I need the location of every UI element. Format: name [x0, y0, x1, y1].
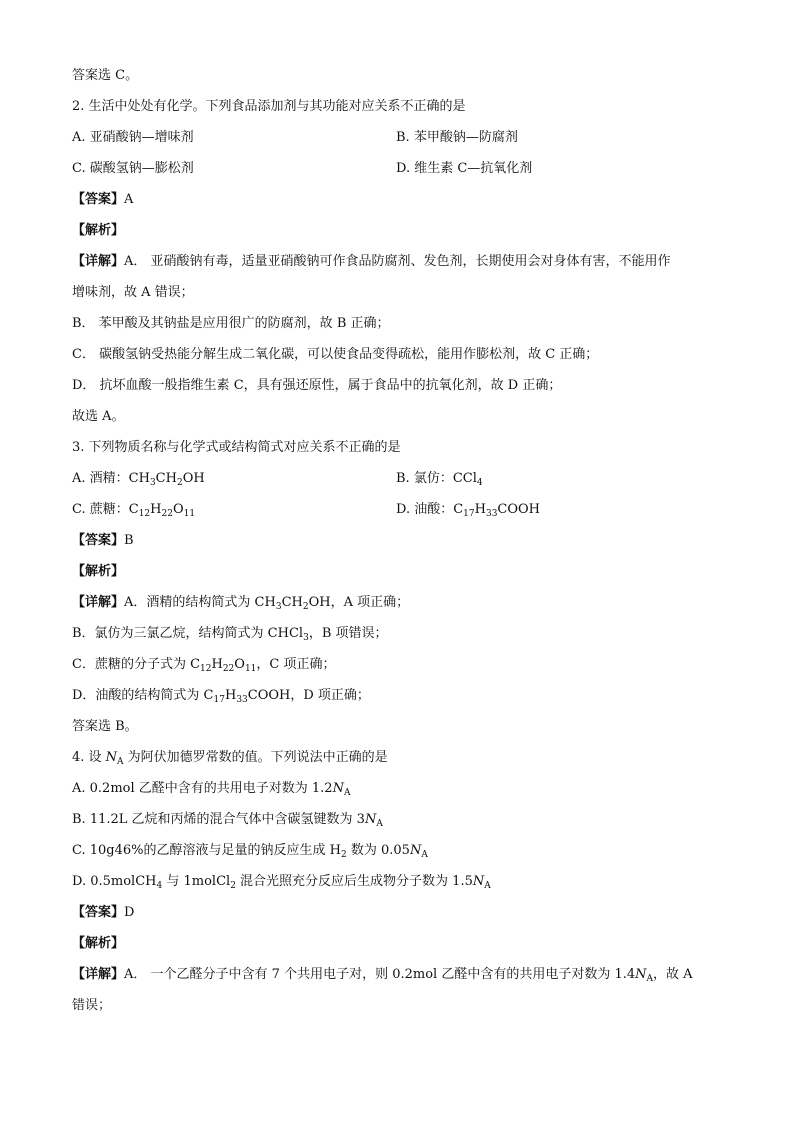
text-line: C． 碳酸氢钠受热能分解生成二氧化碳，可以使食品变得疏松，能用作膨松剂，故 C 正确； — [72, 347, 599, 362]
section-line — [72, 928, 732, 959]
option-right: B. 苯甲酸钠—防腐剂 — [396, 130, 518, 145]
section-tag: 【详解】 — [72, 595, 125, 610]
text-line: C. 10g46%的乙醇溶液与足量的钠反应生成 $H_2$ 数为 $0.05N_A$ — [72, 843, 428, 860]
section-tag: 【解析】 — [72, 936, 125, 951]
section-tag: 【答案】 — [72, 192, 125, 207]
text-line: C．蔗糖的分子式为 $C_{12}H_{22}O_{11}$，C 项正确； — [72, 657, 336, 674]
text-line: D． 抗坏血酸一般指维生素 C，具有强还原性，属于食品中的抗氧化剂，故 D 正确； — [72, 378, 562, 393]
text-line: D．油酸的结构简式为 $C_{17}H_{33}COOH$，D 项正确； — [72, 688, 370, 705]
text-line: 故选 A。 — [72, 409, 125, 424]
section-content: B — [124, 533, 134, 548]
option-row — [72, 122, 732, 153]
text-line: 4. 设 $N_A$ 为阿伏加德罗常数的值。下列说法中正确的是 — [72, 750, 388, 767]
text-line: 答案选 B。 — [72, 719, 138, 734]
section-content: A． 一个乙醛分子中含有 7 个共用电子对，则 0.2mol 乙醛中含有的共用电子对数为 $1.4N_A$，故 A — [124, 967, 693, 984]
section-tag: 【解析】 — [72, 223, 125, 238]
section-line — [72, 587, 732, 618]
section-line — [72, 215, 732, 246]
section-tag: 【详解】 — [72, 254, 125, 269]
document-page — [72, 60, 732, 1021]
section-line — [72, 556, 732, 587]
text-line: B． 苯甲酸及其钠盐是应用很广的防腐剂，故 B 正确； — [72, 316, 390, 331]
option-row — [72, 494, 732, 525]
text-line: 答案选 C。 — [72, 68, 139, 83]
section-tag: 【答案】 — [72, 533, 125, 548]
section-line — [72, 897, 732, 928]
option-row — [72, 463, 732, 494]
option-right: D. 油酸：$C_{17}H_{33}COOH$ — [396, 502, 541, 519]
section-content: A — [124, 192, 134, 207]
option-right: B. 氯仿：CCl$_4$ — [396, 471, 483, 488]
option-left: C. 蔗糖：$C_{12}H_{22}O_{11}$ — [72, 502, 196, 519]
section-content: A． 亚硝酸钠有毒，适量亚硝酸钠可作食品防腐剂、发色剂，长期使用会对身体有害，不能用作 — [124, 254, 671, 269]
text-line: 增味剂，故 A 错误； — [72, 285, 194, 300]
text-line: B. 11.2L 乙烷和丙烯的混合气体中含碳氢键数为 $3N_A$ — [72, 812, 383, 829]
text-line: 错误； — [72, 998, 112, 1013]
section-tag: 【详解】 — [72, 967, 125, 982]
section-content: A．酒精的结构简式为 $CH_3CH_2OH$，A 项正确； — [124, 595, 410, 612]
section-line — [72, 184, 732, 215]
option-left: C. 碳酸氢钠—膨松剂 — [72, 161, 194, 176]
section-line — [72, 246, 732, 277]
option-row — [72, 153, 732, 184]
option-left: A. 酒精：$CH_3CH_2OH$ — [72, 471, 205, 488]
text-line: B．氯仿为三氯乙烷，结构简式为 CHCl$_3$，B 项错误； — [72, 626, 388, 643]
option-right: D. 维生素 C—抗氧化剂 — [396, 161, 533, 176]
option-left: A. 亚硝酸钠—增味剂 — [72, 130, 194, 145]
text-line: D. 0.5molCH$_4$ 与 1molCl$_2$ 混合光照充分反应后生成物分子数为 $1.5N_A$ — [72, 874, 491, 891]
section-content: D — [124, 905, 135, 920]
section-line — [72, 525, 732, 556]
text-line: A. 0.2mol 乙醛中含有的共用电子对数为 $1.2N_A$ — [72, 781, 351, 798]
section-tag: 【解析】 — [72, 564, 125, 579]
section-line — [72, 959, 732, 990]
text-line: 2. 生活中处处有化学。下列食品添加剂与其功能对应关系不正确的是 — [72, 99, 466, 114]
section-tag: 【答案】 — [72, 905, 125, 920]
text-line: 3. 下列物质名称与化学式或结构简式对应关系不正确的是 — [72, 440, 401, 455]
